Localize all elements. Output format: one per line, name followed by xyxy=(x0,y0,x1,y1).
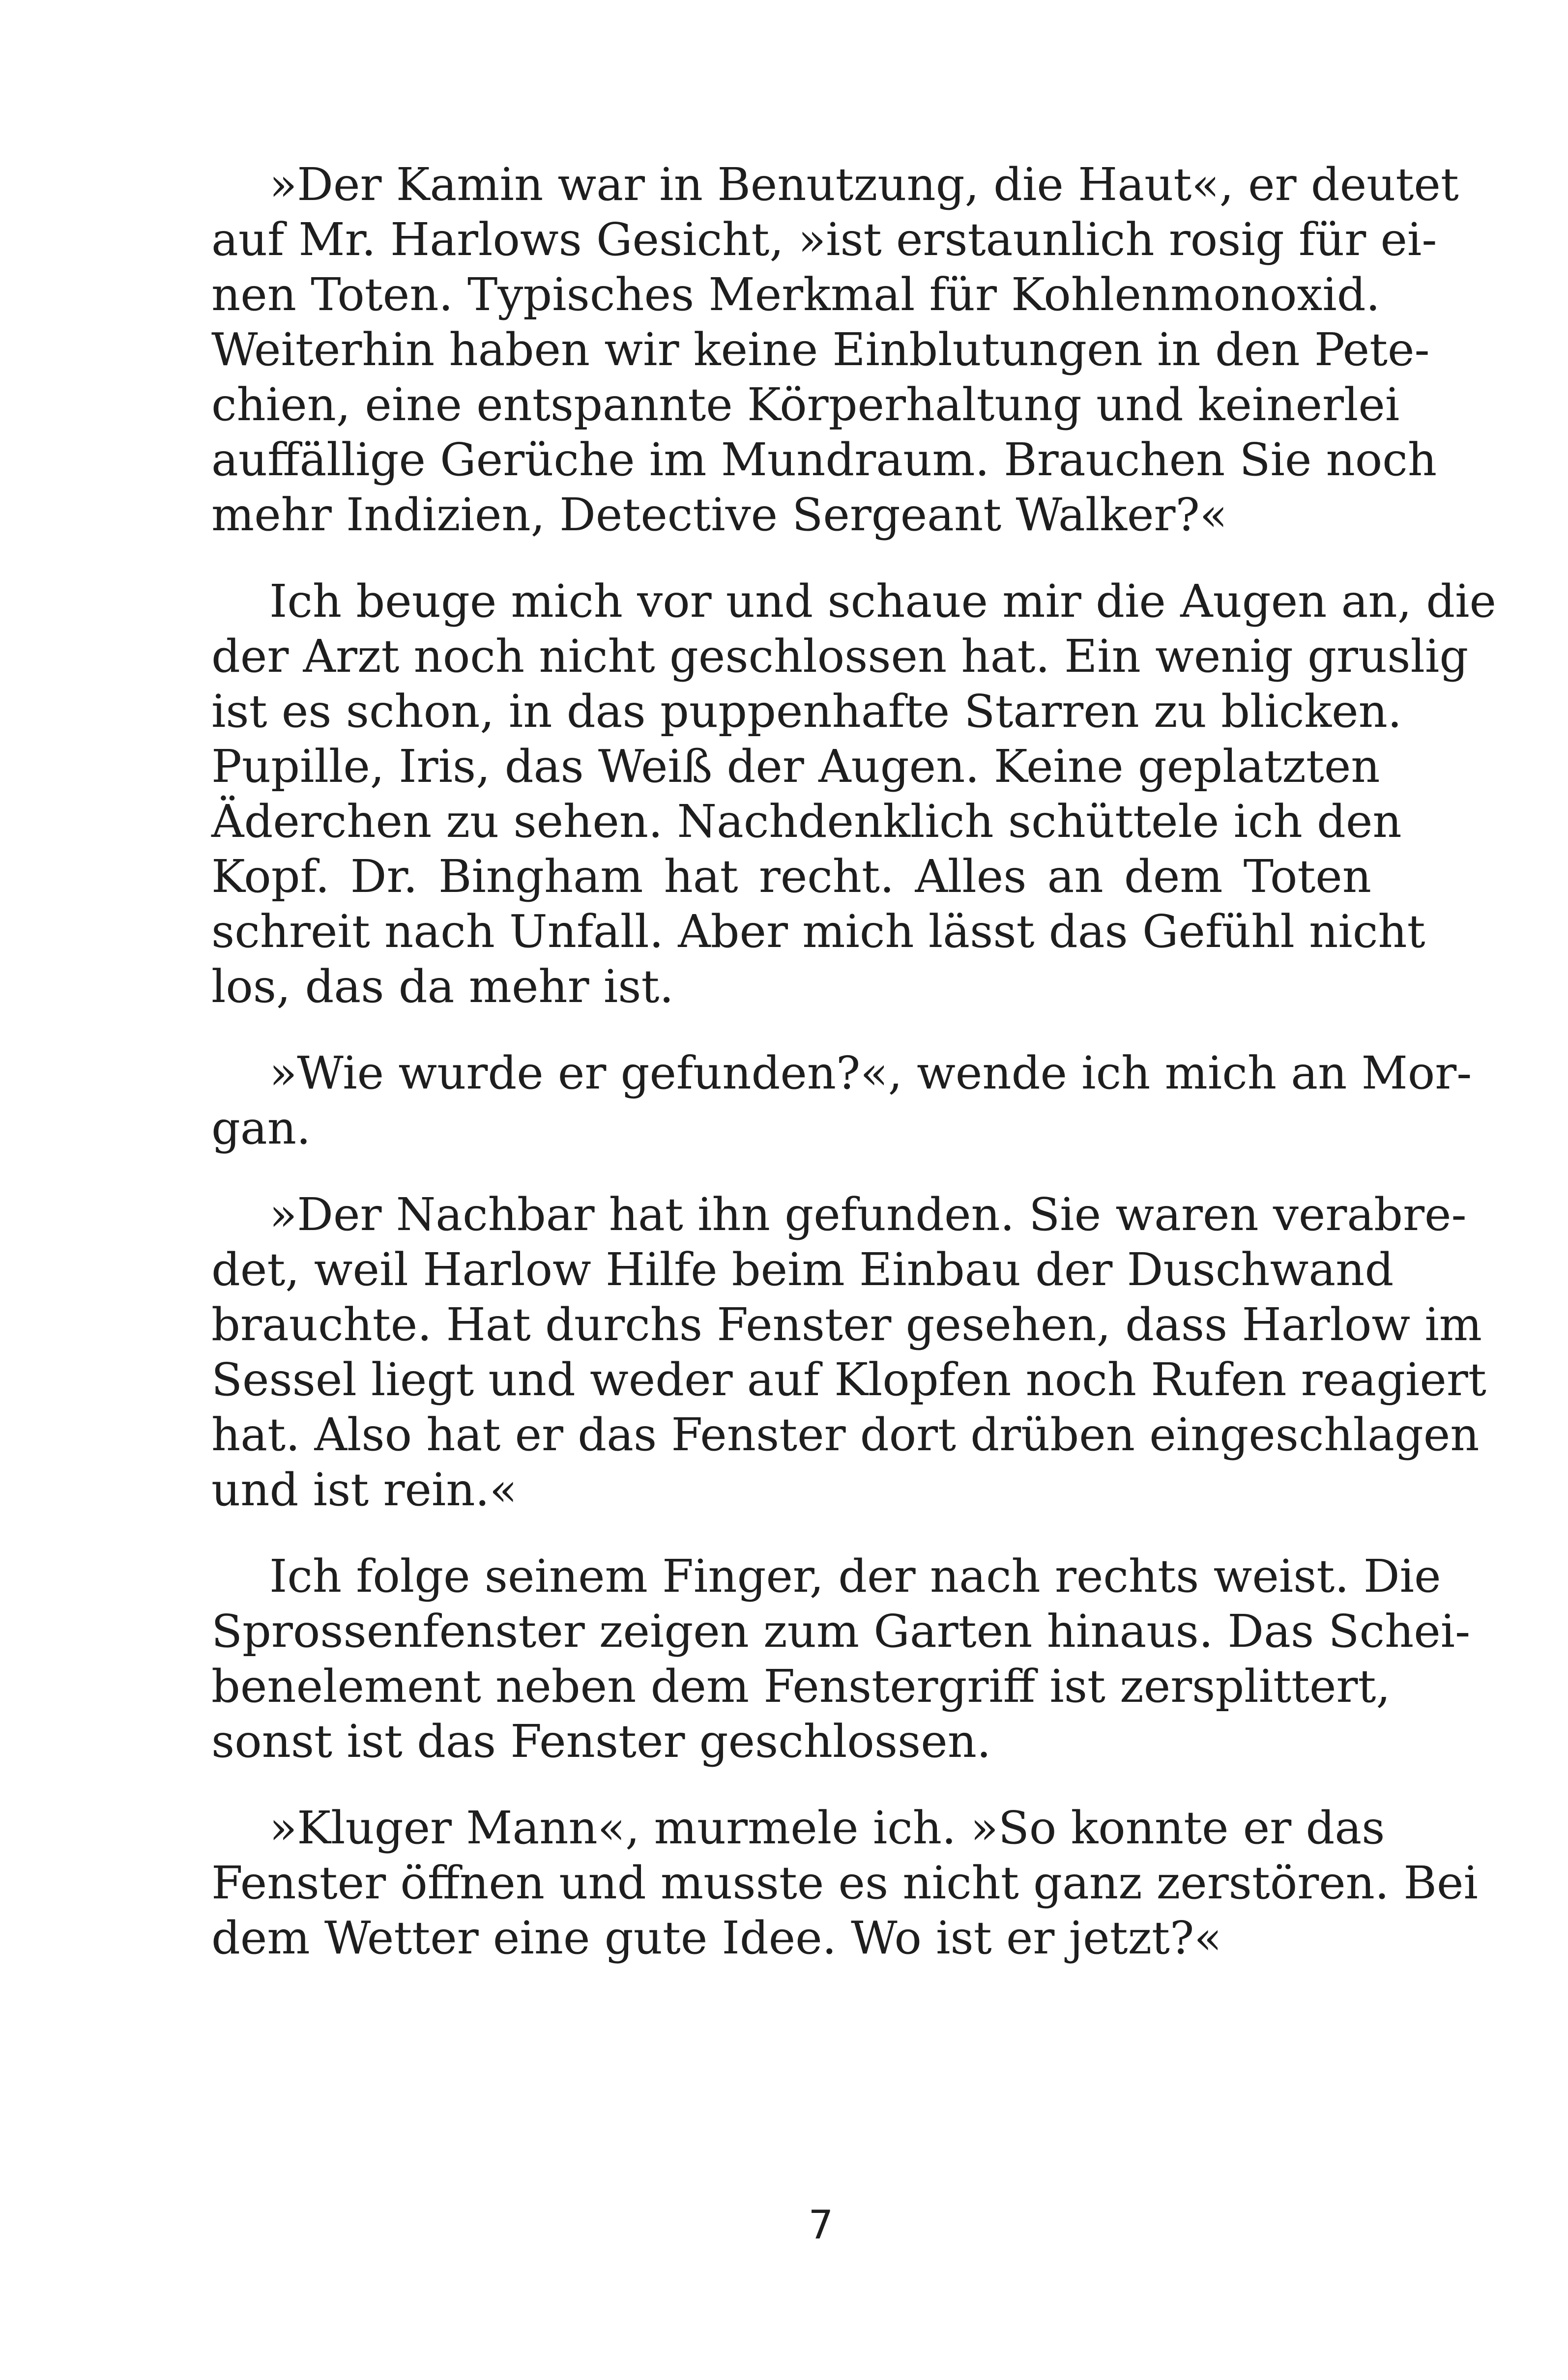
page-number: 7 xyxy=(808,2202,834,2248)
text-line: det, weil Harlow Hilfe beim Einbau der Duschwand xyxy=(211,1243,1394,1296)
paragraph-4 xyxy=(211,1187,1486,1518)
text-line: auffällige Gerüche im Mundraum. Brauchen Sie noch xyxy=(211,433,1437,486)
text-line: hat. Also hat er das Fenster dort drüben eingeschlagen xyxy=(211,1408,1480,1461)
paragraph-2 xyxy=(211,574,1496,1014)
text-line: und ist rein.« xyxy=(211,1463,518,1516)
text-line: »Der Nachbar hat ihn gefunden. Sie waren verabre- xyxy=(269,1188,1467,1241)
text-line: »Wie wurde er gefunden?«, wende ich mich an Mor- xyxy=(269,1047,1472,1099)
text-line: »Der Kamin war in Benutzung, die Haut«, er deutet xyxy=(269,158,1459,211)
paragraph-1 xyxy=(211,157,1459,543)
text-line: benelement neben dem Fenstergriff ist zersplittert, xyxy=(211,1660,1391,1713)
text-line: mehr Indizien, Detective Sergeant Walker?« xyxy=(211,488,1228,541)
paragraph-3 xyxy=(211,1046,1472,1156)
text-line: schreit nach Unfall. Aber mich lässt das Gefühl nicht xyxy=(211,905,1425,958)
paragraph-6 xyxy=(211,1801,1478,1966)
text-line: der Arzt noch nicht geschlossen hat. Ein wenig gruslig xyxy=(211,630,1469,683)
body-text xyxy=(211,157,1496,1997)
paragraph-5 xyxy=(211,1549,1471,1769)
text-line: sonst ist das Fenster geschlossen. xyxy=(211,1715,991,1768)
text-line: Sprossenfenster zeigen zum Garten hinaus. Das Schei- xyxy=(211,1605,1471,1658)
text-line: Weiterhin haben wir keine Einblutungen in den Pete- xyxy=(211,323,1430,376)
text-line: Äderchen zu sehen. Nachdenklich schüttele ich den xyxy=(211,795,1402,848)
text-line: brauchte. Hat durchs Fenster gesehen, dass Harlow im xyxy=(211,1298,1482,1351)
text-line: Sessel liegt und weder auf Klopfen noch Rufen reagiert xyxy=(211,1353,1486,1406)
text-line: gan. xyxy=(211,1102,311,1154)
text-line: Pupille, Iris, das Weiß der Augen. Keine geplatzten xyxy=(211,740,1380,793)
text-line: ist es schon, in das puppenhafte Starren zu blicken. xyxy=(211,685,1402,738)
text-line: »Kluger Mann«, murmele ich. »So konnte er das xyxy=(269,1802,1385,1854)
text-line: nen Toten. Typisches Merkmal für Kohlenmonoxid. xyxy=(211,268,1380,321)
text-line: dem Wetter eine gute Idee. Wo ist er jetzt?« xyxy=(211,1912,1222,1964)
text-line: Ich folge seinem Finger, der nach rechts weist. Die xyxy=(269,1550,1441,1603)
text-line: Ich beuge mich vor und schaue mir die Augen an, die xyxy=(269,575,1496,628)
text-line: Kopf. Dr. Bingham hat recht. Alles an dem Toten xyxy=(211,850,1371,903)
text-line: auf Mr. Harlows Gesicht, »ist erstaunlich rosig für ei- xyxy=(211,213,1437,266)
text-line: Fenster öffnen und musste es nicht ganz zerstören. Bei xyxy=(211,1857,1478,1909)
text-line: chien, eine entspannte Körperhaltung und keinerlei xyxy=(211,378,1400,431)
text-line: los, das da mehr ist. xyxy=(211,960,674,1013)
